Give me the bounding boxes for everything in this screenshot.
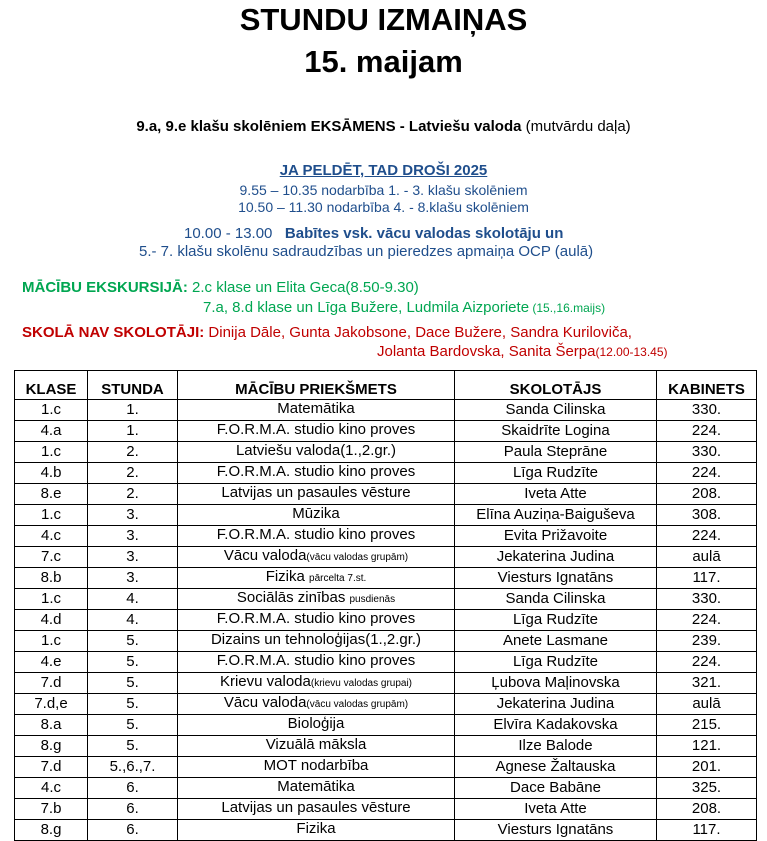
- cell-klase-text: 8.g: [40, 821, 62, 838]
- cell-stunda-text: 5.: [126, 632, 139, 649]
- cell-klase-text: 4.b: [40, 464, 62, 481]
- cell-skolotajs: [455, 694, 657, 715]
- cell-prieksmets-text: F.O.R.M.A. studio kino proves: [216, 652, 416, 669]
- cell-skolotajs-text: Ilze Balode: [518, 737, 593, 754]
- page-date: 15. maijam: [304, 44, 463, 79]
- cell-kabinets: [657, 820, 757, 841]
- cell-skolotajs-text: Paula Steprāne: [503, 443, 608, 460]
- cell-prieksmets-note: pusdienās: [349, 594, 396, 605]
- cell-klase-text: 7.d: [40, 674, 62, 691]
- excursion-label: MĀCĪBU EKSKURSIJĀ:: [22, 279, 188, 296]
- cell-prieksmets-note: pārcelta 7.st.: [309, 573, 367, 584]
- cell-stunda-text: 3.: [126, 548, 139, 565]
- cell-kabinets: [657, 715, 757, 736]
- cell-stunda: [88, 694, 178, 715]
- cell-prieksmets-note: (vācu valodas grupām): [306, 552, 409, 563]
- cell-klase-text: 4.e: [40, 653, 62, 670]
- cell-skolotajs-text: Līga Rudzīte: [512, 464, 599, 481]
- cell-stunda: [88, 568, 178, 589]
- cell-klase: [15, 568, 88, 589]
- absent-text-1: Dinija Dāle, Gunta Jakobsone, Dace Bužere, Sandra Kuriloviča,: [208, 324, 632, 341]
- cell-prieksmets-text: Mūzika: [292, 505, 340, 522]
- schedule-table: [14, 370, 757, 841]
- table-row: [15, 463, 757, 484]
- cell-klase: [15, 715, 88, 736]
- cell-klase-text: 8.a: [40, 716, 62, 733]
- cell-stunda-text: 5.: [126, 695, 139, 712]
- cell-kabinets: [657, 505, 757, 526]
- cell-stunda: [88, 778, 178, 799]
- cell-kabinets: [657, 778, 757, 799]
- cell-prieksmets: [178, 484, 455, 505]
- header-klase: KLASE: [15, 371, 88, 400]
- cell-skolotajs: [455, 715, 657, 736]
- table-row: [15, 568, 757, 589]
- cell-kabinets-text: aulā: [692, 548, 721, 565]
- cell-klase: [15, 526, 88, 547]
- cell-stunda-text: 3.: [126, 506, 139, 523]
- cell-kabinets-text: 321.: [691, 674, 722, 691]
- exam-notice-bold: 9.a, 9.e klašu skolēniem EKSĀMENS - Latviešu valoda: [136, 118, 522, 135]
- cell-skolotajs-text: Sanda Cilinska: [505, 590, 606, 607]
- cell-skolotajs: [455, 652, 657, 673]
- cell-skolotajs-text: Iveta Atte: [524, 800, 587, 817]
- absent-line-2: [377, 343, 668, 360]
- excursion-text-1: 2.c klase un Elita Geca(8.50-9.30): [192, 279, 419, 296]
- cell-kabinets: [657, 673, 757, 694]
- cell-klase-text: 4.c: [40, 527, 61, 544]
- table-row: [15, 694, 757, 715]
- cell-skolotajs-text: Līga Rudzīte: [512, 611, 599, 628]
- cell-prieksmets: [178, 442, 455, 463]
- cell-stunda-text: 1.: [126, 401, 139, 418]
- excursion-text-2: 7.a, 8.d klase un Līga Bužere, Ludmila Aizporiete: [203, 299, 530, 316]
- cell-prieksmets: [178, 505, 455, 526]
- cell-kabinets-text: 224.: [691, 653, 722, 670]
- table-row: [15, 610, 757, 631]
- cell-stunda: [88, 484, 178, 505]
- excursion-line-2: [203, 299, 605, 316]
- cell-prieksmets-text: Matemātika: [277, 778, 355, 795]
- cell-prieksmets-text: Vācu valoda: [223, 547, 307, 564]
- header-prieksmets: MĀCĪBU PRIEKŠMETS: [178, 371, 455, 400]
- cell-kabinets-text: 224.: [691, 464, 722, 481]
- ocp-line-2: 5.- 7. klašu skolēnu sadraudzības un pieredzes apmaiņa OCP (aulā): [139, 243, 594, 260]
- cell-prieksmets-text: F.O.R.M.A. studio kino proves: [216, 526, 416, 543]
- table-row: [15, 673, 757, 694]
- cell-kabinets: [657, 484, 757, 505]
- cell-stunda-text: 1.: [126, 422, 139, 439]
- cell-prieksmets: [178, 778, 455, 799]
- cell-prieksmets-text: Latviešu valoda(1.,2.gr.): [235, 442, 397, 459]
- table-row: [15, 547, 757, 568]
- ocp-bold: Babītes vsk. vācu valodas skolotāju un: [284, 225, 564, 242]
- cell-prieksmets: [178, 673, 455, 694]
- cell-kabinets-text: 121.: [691, 737, 722, 754]
- cell-skolotajs-text: Viesturs Ignatāns: [497, 569, 614, 586]
- cell-stunda-text: 4.: [126, 590, 139, 607]
- cell-skolotajs: [455, 589, 657, 610]
- table-row: [15, 652, 757, 673]
- excursion-line-1: [22, 279, 419, 296]
- table-row: [15, 526, 757, 547]
- cell-stunda-text: 3.: [126, 569, 139, 586]
- cell-stunda-text: 5.: [126, 737, 139, 754]
- cell-klase-text: 8.b: [40, 569, 62, 586]
- cell-skolotajs-text: Evita Prižavoite: [503, 527, 608, 544]
- cell-prieksmets-text: Krievu valoda: [219, 673, 311, 690]
- cell-prieksmets-text: F.O.R.M.A. studio kino proves: [216, 610, 416, 627]
- swim-line-2: 10.50 – 11.30 nodarbība 4. - 8.klašu skolēniem: [238, 199, 529, 215]
- cell-prieksmets: [178, 421, 455, 442]
- cell-stunda-text: 3.: [126, 527, 139, 544]
- cell-prieksmets: [178, 610, 455, 631]
- cell-prieksmets: [178, 631, 455, 652]
- page-title: STUNDU IZMAIŅAS: [239, 2, 528, 37]
- cell-prieksmets: [178, 820, 455, 841]
- cell-stunda: [88, 547, 178, 568]
- cell-kabinets: [657, 799, 757, 820]
- absent-label: SKOLĀ NAV SKOLOTĀJI:: [22, 324, 205, 341]
- cell-skolotajs-text: Viesturs Ignatāns: [497, 821, 614, 838]
- cell-stunda: [88, 652, 178, 673]
- cell-klase: [15, 421, 88, 442]
- table-row: [15, 400, 757, 421]
- cell-kabinets: [657, 463, 757, 484]
- cell-kabinets-text: 224.: [691, 422, 722, 439]
- ocp-time: 10.00 - 13.00: [184, 225, 273, 242]
- cell-prieksmets-text: F.O.R.M.A. studio kino proves: [216, 463, 416, 480]
- header-kabinets: KABINETS: [657, 371, 757, 400]
- cell-stunda: [88, 736, 178, 757]
- cell-klase: [15, 400, 88, 421]
- cell-skolotajs: [455, 463, 657, 484]
- cell-kabinets-text: 117.: [692, 569, 721, 586]
- cell-prieksmets: [178, 568, 455, 589]
- cell-stunda-text: 6.: [126, 800, 139, 817]
- cell-kabinets-text: 215.: [691, 716, 722, 733]
- cell-klase-text: 7.d: [40, 758, 62, 775]
- cell-prieksmets-text: Matemātika: [277, 400, 355, 417]
- table-header-row: [15, 371, 757, 400]
- cell-skolotajs: [455, 421, 657, 442]
- table-row: [15, 778, 757, 799]
- cell-kabinets: [657, 757, 757, 778]
- cell-stunda: [88, 463, 178, 484]
- cell-klase-text: 7.c: [40, 548, 61, 565]
- cell-skolotajs: [455, 568, 657, 589]
- table-row: [15, 799, 757, 820]
- cell-skolotajs-text: Skaidrīte Logina: [501, 422, 610, 439]
- exam-notice-rest: (mutvārdu daļa): [521, 118, 631, 135]
- cell-prieksmets: [178, 736, 455, 757]
- cell-skolotajs: [455, 505, 657, 526]
- cell-kabinets: [657, 547, 757, 568]
- cell-klase: [15, 442, 88, 463]
- cell-prieksmets-text: Sociālās zinības: [236, 589, 350, 606]
- cell-prieksmets-text: Fizika: [296, 820, 336, 837]
- cell-skolotajs: [455, 673, 657, 694]
- cell-skolotajs: [455, 547, 657, 568]
- table-row: [15, 442, 757, 463]
- cell-skolotajs-text: Jekaterina Judina: [496, 548, 615, 565]
- table-row: [15, 631, 757, 652]
- table-row: [15, 757, 757, 778]
- cell-kabinets: [657, 631, 757, 652]
- absent-line-1: [22, 324, 632, 341]
- cell-kabinets-text: 239.: [691, 632, 722, 649]
- cell-klase-text: 1.c: [40, 590, 61, 607]
- cell-stunda: [88, 442, 178, 463]
- cell-prieksmets: [178, 526, 455, 547]
- cell-skolotajs: [455, 610, 657, 631]
- cell-kabinets: [657, 568, 757, 589]
- cell-klase-text: 8.g: [40, 737, 62, 754]
- cell-klase-text: 1.c: [40, 443, 61, 460]
- cell-stunda-text: 5.: [126, 674, 139, 691]
- cell-klase: [15, 505, 88, 526]
- cell-klase: [15, 589, 88, 610]
- cell-klase: [15, 547, 88, 568]
- cell-skolotajs-text: Līga Rudzīte: [512, 653, 599, 670]
- cell-prieksmets-text: Bioloģija: [287, 715, 345, 732]
- cell-klase: [15, 484, 88, 505]
- cell-kabinets-text: 201.: [691, 758, 722, 775]
- cell-klase: [15, 631, 88, 652]
- cell-skolotajs-text: Elīna Auziņa-Baiguševa: [476, 506, 635, 523]
- cell-prieksmets: [178, 547, 455, 568]
- table-row: [15, 589, 757, 610]
- header-skolotajs: SKOLOTĀJS: [455, 371, 657, 400]
- cell-stunda-text: 2.: [126, 443, 139, 460]
- cell-skolotajs: [455, 820, 657, 841]
- cell-prieksmets: [178, 799, 455, 820]
- exam-notice: [0, 118, 767, 135]
- cell-klase-text: 1.c: [40, 632, 61, 649]
- cell-stunda: [88, 799, 178, 820]
- cell-skolotajs-text: Agnese Žaltauska: [495, 758, 616, 775]
- cell-skolotajs: [455, 799, 657, 820]
- cell-kabinets-text: 308.: [691, 506, 722, 523]
- cell-stunda: [88, 589, 178, 610]
- cell-skolotajs: [455, 736, 657, 757]
- cell-stunda-text: 6.: [126, 821, 139, 838]
- cell-kabinets: [657, 652, 757, 673]
- cell-stunda-text: 2.: [126, 464, 139, 481]
- cell-stunda: [88, 400, 178, 421]
- cell-prieksmets-note: (vācu valodas grupām): [306, 699, 409, 710]
- cell-skolotajs: [455, 757, 657, 778]
- cell-stunda: [88, 631, 178, 652]
- cell-prieksmets-text: MOT nodarbība: [263, 757, 369, 774]
- cell-stunda: [88, 715, 178, 736]
- cell-stunda: [88, 505, 178, 526]
- cell-stunda-text: 5.,6.,7.: [109, 758, 156, 775]
- table-body: [15, 400, 757, 841]
- excursion-note: (15.,16.maijs): [529, 301, 606, 315]
- cell-skolotajs: [455, 631, 657, 652]
- cell-prieksmets-text: Dizains un tehnoloģijas(1.,2.gr.): [210, 631, 422, 648]
- cell-prieksmets: [178, 589, 455, 610]
- table-row: [15, 505, 757, 526]
- cell-prieksmets: [178, 715, 455, 736]
- cell-klase: [15, 463, 88, 484]
- cell-stunda: [88, 610, 178, 631]
- cell-klase: [15, 652, 88, 673]
- cell-klase-text: 7.d,e: [34, 695, 68, 712]
- cell-stunda-text: 5.: [126, 716, 139, 733]
- cell-prieksmets-text: Latvijas un pasaules vēsture: [221, 484, 411, 501]
- cell-skolotajs: [455, 778, 657, 799]
- cell-skolotajs: [455, 442, 657, 463]
- cell-prieksmets: [178, 463, 455, 484]
- cell-prieksmets-text: Latvijas un pasaules vēsture: [221, 799, 411, 816]
- cell-stunda: [88, 421, 178, 442]
- cell-skolotajs-text: Sanda Cilinska: [505, 401, 606, 418]
- cell-kabinets-text: 330.: [691, 401, 722, 418]
- cell-stunda-text: 6.: [126, 779, 139, 796]
- ocp-line-1: [184, 225, 563, 242]
- swim-line-1: 9.55 – 10.35 nodarbība 1. - 3. klašu skolēniem: [239, 182, 528, 198]
- cell-stunda: [88, 673, 178, 694]
- cell-skolotajs: [455, 484, 657, 505]
- absent-text-2: Jolanta Bardovska, Sanita Šerpa: [377, 343, 596, 360]
- cell-stunda-text: 2.: [126, 485, 139, 502]
- cell-prieksmets-text: F.O.R.M.A. studio kino proves: [216, 421, 416, 438]
- cell-klase: [15, 799, 88, 820]
- table-row: [15, 484, 757, 505]
- cell-kabinets: [657, 400, 757, 421]
- cell-stunda-text: 4.: [126, 611, 139, 628]
- cell-klase: [15, 736, 88, 757]
- cell-prieksmets-text: Fizika: [265, 568, 310, 585]
- cell-skolotajs-text: Elvīra Kadakovska: [493, 716, 618, 733]
- cell-stunda: [88, 820, 178, 841]
- cell-kabinets-text: 224.: [691, 611, 722, 628]
- cell-kabinets: [657, 610, 757, 631]
- cell-kabinets: [657, 526, 757, 547]
- table-row: [15, 421, 757, 442]
- cell-skolotajs-text: Ļubova Maļinovska: [491, 674, 620, 691]
- cell-kabinets-text: 208.: [691, 485, 722, 502]
- cell-stunda-text: 5.: [126, 653, 139, 670]
- cell-prieksmets-text: Vācu valoda: [223, 694, 307, 711]
- cell-skolotajs: [455, 526, 657, 547]
- table-row: [15, 820, 757, 841]
- cell-prieksmets: [178, 400, 455, 421]
- swim-title: JA PELDĒT, TAD DROŠI 2025: [279, 162, 488, 179]
- cell-skolotajs-text: Dace Babāne: [510, 779, 601, 796]
- cell-klase: [15, 820, 88, 841]
- table-row: [15, 715, 757, 736]
- cell-klase-text: 7.b: [40, 800, 62, 817]
- cell-klase-text: 1.c: [40, 401, 61, 418]
- absent-note: (12.00-13.45): [595, 345, 668, 359]
- cell-klase: [15, 610, 88, 631]
- cell-klase-text: 8.e: [40, 485, 62, 502]
- cell-kabinets: [657, 694, 757, 715]
- table-row: [15, 736, 757, 757]
- cell-kabinets: [657, 736, 757, 757]
- cell-klase: [15, 757, 88, 778]
- cell-skolotajs-text: Jekaterina Judina: [496, 695, 615, 712]
- cell-kabinets-text: 325.: [691, 779, 722, 796]
- cell-kabinets-text: 117.: [692, 821, 721, 838]
- cell-klase: [15, 673, 88, 694]
- header-stunda: STUNDA: [88, 371, 178, 400]
- cell-klase-text: 4.c: [40, 779, 61, 796]
- cell-skolotajs: [455, 400, 657, 421]
- cell-skolotajs-text: Iveta Atte: [524, 485, 587, 502]
- cell-stunda: [88, 757, 178, 778]
- cell-stunda: [88, 526, 178, 547]
- cell-klase: [15, 694, 88, 715]
- cell-kabinets-text: 224.: [691, 527, 722, 544]
- cell-klase-text: 4.d: [40, 611, 62, 628]
- cell-prieksmets: [178, 694, 455, 715]
- cell-kabinets-text: aulā: [692, 695, 721, 712]
- cell-klase-text: 4.a: [40, 422, 62, 439]
- cell-kabinets-text: 330.: [691, 590, 722, 607]
- cell-kabinets: [657, 421, 757, 442]
- cell-prieksmets: [178, 652, 455, 673]
- cell-klase-text: 1.c: [40, 506, 61, 523]
- cell-kabinets: [657, 442, 757, 463]
- cell-klase: [15, 778, 88, 799]
- cell-skolotajs-text: Anete Lasmane: [502, 632, 609, 649]
- cell-kabinets-text: 208.: [691, 800, 722, 817]
- cell-kabinets-text: 330.: [691, 443, 722, 460]
- cell-prieksmets-text: Vizuālā māksla: [265, 736, 367, 753]
- cell-kabinets: [657, 589, 757, 610]
- cell-prieksmets-note: (krievu valodas grupai): [310, 678, 413, 689]
- cell-prieksmets: [178, 757, 455, 778]
